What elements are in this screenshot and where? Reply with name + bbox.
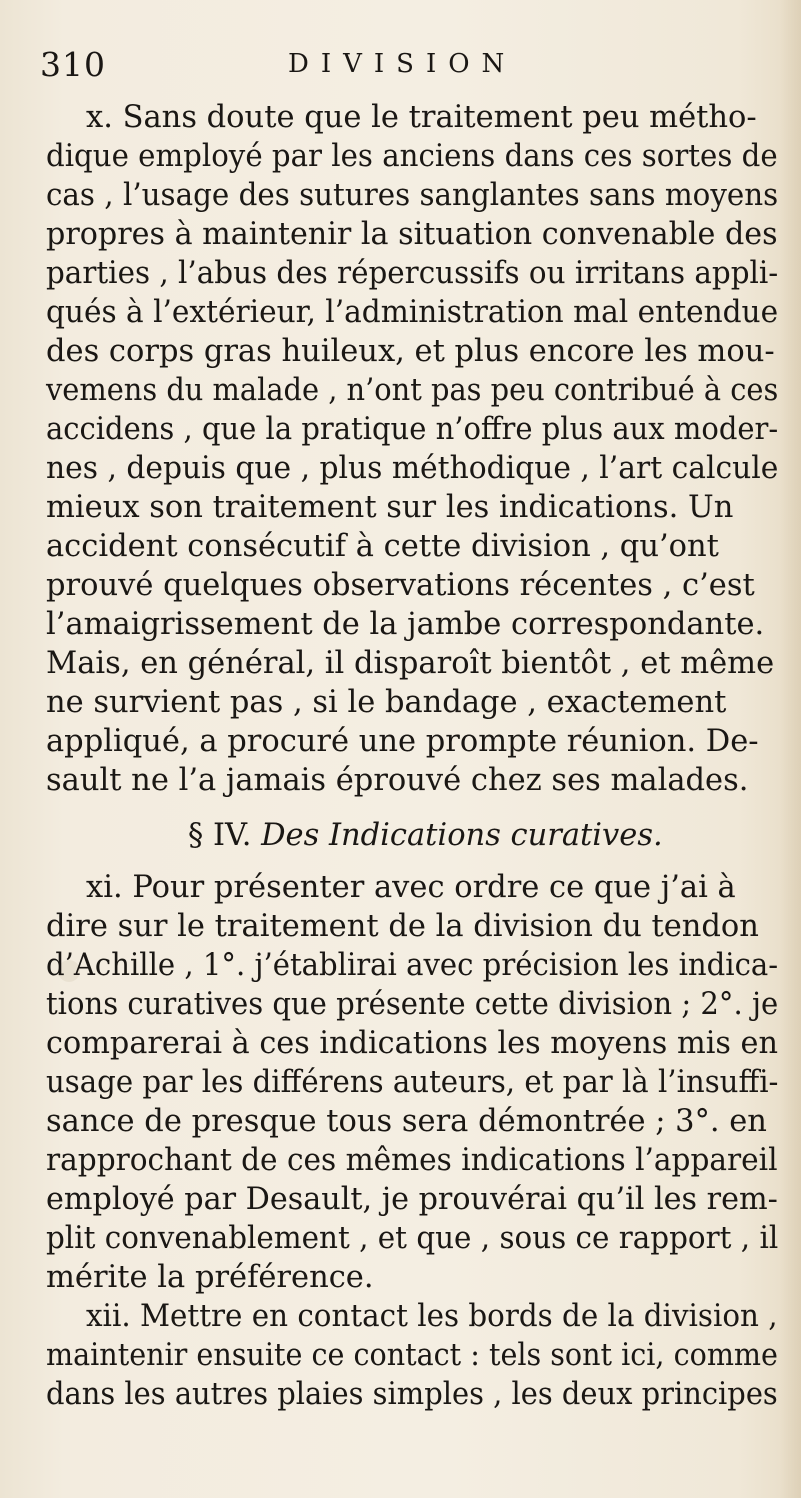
text-line: dire sur le traitement de la division du tendon bbox=[46, 909, 759, 944]
text-line: rapprochant de ces mêmes indications l’appareil bbox=[46, 1143, 778, 1178]
section-number: § IV. bbox=[188, 818, 252, 853]
text-line: Mais, en général, il disparoît bientôt , et même bbox=[46, 646, 775, 681]
text-line: des corps gras huileux, et plus encore les mou- bbox=[46, 334, 775, 369]
text-line: plit convenablement , et que , sous ce rapport , il bbox=[46, 1221, 779, 1256]
text-line: usage par les différens auteurs, et par là l’insuffi- bbox=[46, 1065, 779, 1100]
text-line: appliqué, a procuré une prompte réunion. De- bbox=[46, 724, 759, 759]
running-head: DIVISION bbox=[288, 49, 517, 79]
text-line: comparerai à ces indications les moyens mis en bbox=[46, 1026, 779, 1061]
section-heading bbox=[188, 818, 663, 854]
text-line: vemens du malade , n’ont pas peu contribué à ces bbox=[46, 373, 779, 408]
text-line: xii. Mettre en contact les bords de la division , bbox=[86, 1299, 778, 1334]
page-edge-shadow bbox=[779, 0, 801, 1498]
text-line: dique employé par les anciens dans ces sortes de bbox=[46, 139, 778, 174]
text-line: tions curatives que présente cette division ; 2°. je bbox=[46, 987, 779, 1022]
text-line: sance de presque tous sera démontrée ; 3°. en bbox=[46, 1104, 767, 1139]
text-line: nes , depuis que , plus méthodique , l’art calcule bbox=[46, 451, 779, 486]
page-number: 310 bbox=[40, 45, 106, 84]
section-title: Des Indications curatives. bbox=[261, 818, 663, 853]
text-line: accident consécutif à cette division , qu’ont bbox=[46, 529, 719, 564]
text-line: maintenir ensuite ce contact : tels sont ici, comme bbox=[46, 1338, 778, 1373]
text-line: l’amaigrissement de la jambe correspondante. bbox=[46, 607, 765, 642]
text-line: xi. Pour présenter avec ordre ce que j’ai à bbox=[86, 870, 736, 905]
text-line: dans les autres plaies simples , les deux principes bbox=[46, 1377, 778, 1412]
text-line: cas , l’usage des sutures sanglantes sans moyens bbox=[46, 178, 779, 213]
text-line: prouvé quelques observations récentes , c’est bbox=[46, 568, 755, 603]
text-line: sault ne l’a jamais éprouvé chez ses malades. bbox=[46, 763, 749, 798]
text-line: mieux son traitement sur les indications. Un bbox=[46, 490, 734, 525]
text-line: x. Sans doute que le traitement peu métho- bbox=[86, 100, 757, 135]
text-line: accidens , que la pratique n’offre plus aux moder- bbox=[46, 412, 779, 447]
text-line: mérite la préférence. bbox=[46, 1260, 374, 1295]
text-line: parties , l’abus des répercussifs ou irritans appli- bbox=[46, 256, 779, 291]
page-header bbox=[40, 45, 760, 89]
text-line: ne survient pas , si le bandage , exactement bbox=[46, 685, 727, 720]
text-line: employé par Desault, je prouvérai qu’il les rem- bbox=[46, 1182, 778, 1217]
text-line: qués à l’extérieur, l’administration mal entendue bbox=[46, 295, 779, 330]
text-line: propres à maintenir la situation convenable des bbox=[46, 217, 778, 252]
text-line: d’Achille , 1°. j’établirai avec précision les indica- bbox=[46, 948, 779, 983]
